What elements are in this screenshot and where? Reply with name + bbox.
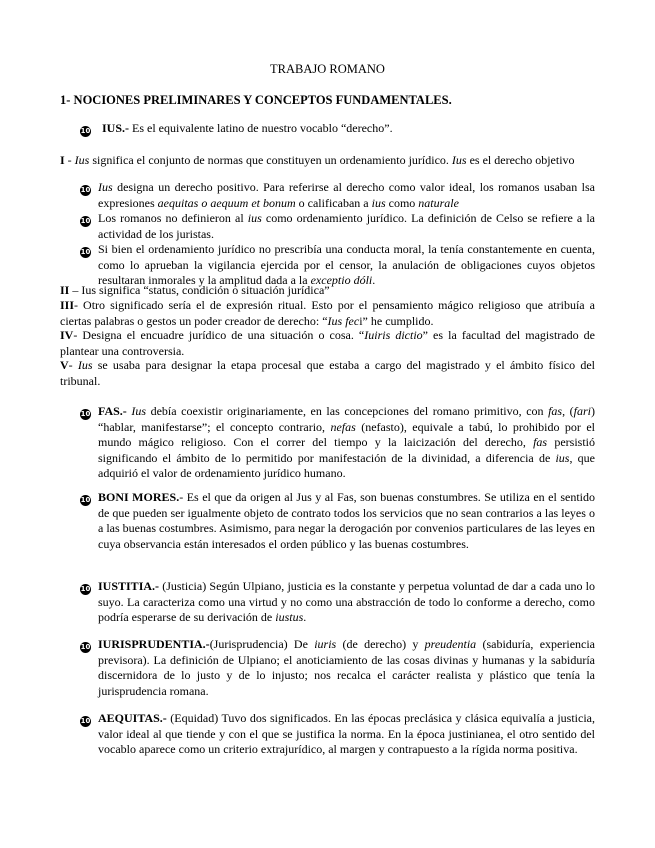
iurisprudentia-term: IURISPRUDENTIA.- — [98, 637, 210, 651]
meaning-iii-paragraph — [60, 298, 595, 329]
circled-ten-bullet-icon: 10 — [80, 496, 91, 504]
aequitas-entry — [80, 711, 595, 758]
iurisprudentia-word-1: iuris — [314, 637, 337, 651]
meaning-v-text-1: - — [68, 358, 78, 372]
circled-ten-bullet-icon: 10 — [80, 186, 91, 194]
iurisprudentia-text-3: (sabiduría, experiencia previsora). La definición de Ulpiano; el anoticiamiento de las cosas divinas y humanas y la sabiduría discernidora de lo justo y de lo injusto; nos recalca el carácter realista y plástico que tenía la jurisprudencia romana. — [98, 637, 595, 698]
sub1-word-3: ius — [371, 195, 386, 210]
boni-mores-term: BONI MORES. — [98, 490, 180, 504]
meaning-i-word: Ius — [74, 153, 90, 167]
meaning-iv-text-2: ” es la facultad del magistrado de plantear una controversia. — [60, 328, 595, 358]
circled-ten-bullet-icon: 10 — [80, 127, 91, 135]
iustitia-text-2: . — [303, 610, 307, 624]
sub2-text-2: como ordenamiento jurídico. La definición de Celso se refiere a la actividad de los juristas. — [98, 211, 595, 241]
iurisprudentia-entry — [80, 637, 595, 699]
sub3-word-1: exceptio dóli — [310, 273, 373, 287]
fas-entry — [80, 404, 595, 482]
fas-word-4: nefas — [330, 419, 356, 434]
iurisprudentia-text-2: (de derecho) y — [336, 637, 425, 651]
sub1-word-4: naturale — [418, 195, 459, 210]
aequitas-text: (Equidad) Tuvo dos significados. En las épocas preclásica y clásica equivalía a justicia, valor ideal al que tiende y con el que se justifica la norma. En la época justinianea, el otro sentido del vocablo aparece como un criterio extrajurídico, al margen y contrapuesto a la rígida norma positiva. — [98, 711, 595, 756]
meaning-v-number: V — [60, 358, 69, 372]
sub-bullet-1 — [80, 180, 595, 211]
ius-definition: Es el equivalente latino de nuestro vocablo “derecho”. — [129, 121, 393, 135]
sub1-word-2: aequitas o aequum et bonum — [157, 195, 296, 210]
fas-text-1: debía coexistir originariamente, en las concepciones del romano primitivo, con — [146, 404, 549, 418]
section-heading: 1- NOCIONES PRELIMINARES Y CONCEPTOS FUNDAMENTALES. — [60, 93, 452, 107]
iurisprudentia-text-1: (Jurisprudencia) De — [209, 637, 315, 651]
sub2-text-1: Los romanos no definieron al — [98, 211, 248, 225]
sub1-text-1: designa un derecho positivo. Para referirse al derecho como valor ideal, los romanos usaban lsa expresiones — [98, 180, 595, 210]
meaning-ii-number: II — [60, 283, 70, 297]
circled-ten-bullet-icon: 10 — [80, 643, 91, 651]
meaning-ii-text: – Ius significa “status, condición o situación jurídica” — [69, 283, 330, 297]
meaning-i-text-1: significa el conjunto de normas que constituyen un ordenamiento jurídico. — [89, 153, 452, 167]
sub-bullet-3 — [80, 242, 595, 289]
fas-text-2: , ( — [562, 404, 574, 418]
sub1-text-3: como — [385, 195, 419, 210]
sub1-text-2: o calificaban a — [295, 195, 372, 210]
iustitia-term: IUSTITIA.- — [98, 579, 160, 593]
meaning-ii-paragraph — [60, 283, 595, 299]
boni-mores-entry — [80, 490, 595, 552]
iustitia-text-1: (Justicia) Según Ulpiano, justicia es la constante y perpetua voluntad de dar a cada uno lo suyo. La caracteriza como una virtud y no como una abstracción de todo lo conforme a derecho, como podría esperarse de su derivación de — [98, 579, 595, 624]
sub2-word-1: ius — [247, 211, 262, 225]
circled-ten-bullet-icon: 10 — [80, 248, 91, 256]
fas-word-3: fari — [573, 404, 591, 418]
meaning-iv-word: Iuiris dictio — [364, 328, 423, 342]
fas-word-5: fas — [533, 435, 548, 449]
boni-mores-text: - Es el que da origen al Jus y al Fas, son buenas constumbres. Se utiliza en el sentido de que pueden ser igualmente objeto de contrato todos los servicios que no sean contrarios a las leyes o a las buenas costumbres. Asimismo, para negar la derogación por convenios particulares de las leyes en cuya observancia están interesados el orden público y las buenas costumbres. — [98, 490, 595, 551]
iurisprudentia-word-2: preudentia — [424, 637, 477, 651]
meaning-v-word: Ius — [77, 358, 93, 372]
meaning-v-text-2: se usaba para designar la etapa procesal que estaba a cargo del magistrado y el ámbito físico del tribunal. — [60, 358, 595, 388]
meaning-i-text-2: es el derecho objetivo — [466, 153, 575, 167]
document-title: TRABAJO ROMANO — [270, 62, 385, 76]
meaning-iv-number: IV — [60, 328, 74, 342]
fas-word-6: ius — [555, 450, 570, 465]
fas-text-4: (nefasto), equivale a tabú, lo prohibido por el mundo mágico religioso. Con el correr del tiempo y la laicización del derecho, — [98, 419, 595, 449]
meaning-iii-text-1: - Otro significado sería el de expresión ritual. Esto por el pensamiento mágico religioso que atribuía a ciertas palabras o gestos un poder creador de derecho: “ — [60, 298, 595, 328]
iustitia-word: iustus — [275, 610, 304, 624]
iustitia-entry — [80, 579, 595, 626]
sub3-text-1: Si bien el ordenamiento jurídico no prescribía una conducta moral, la tenía constantemente en cuenta, como lo aprueban la vigilancia ejercida por el censor, la anulación de obligaciones cuyos objetos resultaran inmorales y la amplitud dada a la — [98, 242, 595, 287]
fas-term: FAS.- — [98, 404, 127, 418]
meaning-iii-text-2: i” he cumplido. — [359, 313, 434, 328]
fas-word-1: Ius — [131, 404, 147, 418]
meaning-i-number: I — [60, 153, 65, 167]
meaning-i-separator: - — [64, 153, 75, 167]
circled-ten-bullet-icon: 10 — [80, 410, 91, 418]
meaning-v-paragraph — [60, 358, 595, 389]
fas-text-5: persistió significando el ámbito de lo permitido por manifestación de la divinidad, a diferencia de — [98, 435, 595, 465]
ius-entry — [80, 121, 595, 137]
sub3-text-2: . — [372, 273, 376, 287]
meaning-iv-text-1: - Designa el encuadre jurídico de una situación o cosa. “ — [73, 328, 365, 342]
fas-text-3: ) “hablar, manifestarse”; el concepto contrario, — [98, 404, 595, 434]
ius-term: IUS.- — [102, 121, 130, 135]
circled-ten-bullet-icon: 10 — [80, 717, 91, 725]
meaning-iii-word: Ius fec — [327, 313, 360, 328]
fas-word-2: fas — [548, 404, 563, 418]
fas-text-6: , que adquirió el valor de ordenamiento jurídico humano. — [98, 450, 595, 480]
circled-ten-bullet-icon: 10 — [80, 585, 91, 593]
aequitas-term: AEQUITAS.- — [98, 711, 167, 725]
meaning-iii-number: III — [60, 298, 75, 312]
sub-bullet-2 — [80, 211, 595, 242]
meaning-i-word-2: Ius — [451, 153, 467, 167]
circled-ten-bullet-icon: 10 — [80, 217, 91, 225]
meaning-i-paragraph — [60, 153, 595, 169]
meaning-iv-paragraph — [60, 328, 595, 359]
sub1-word-1: Ius — [98, 180, 113, 194]
